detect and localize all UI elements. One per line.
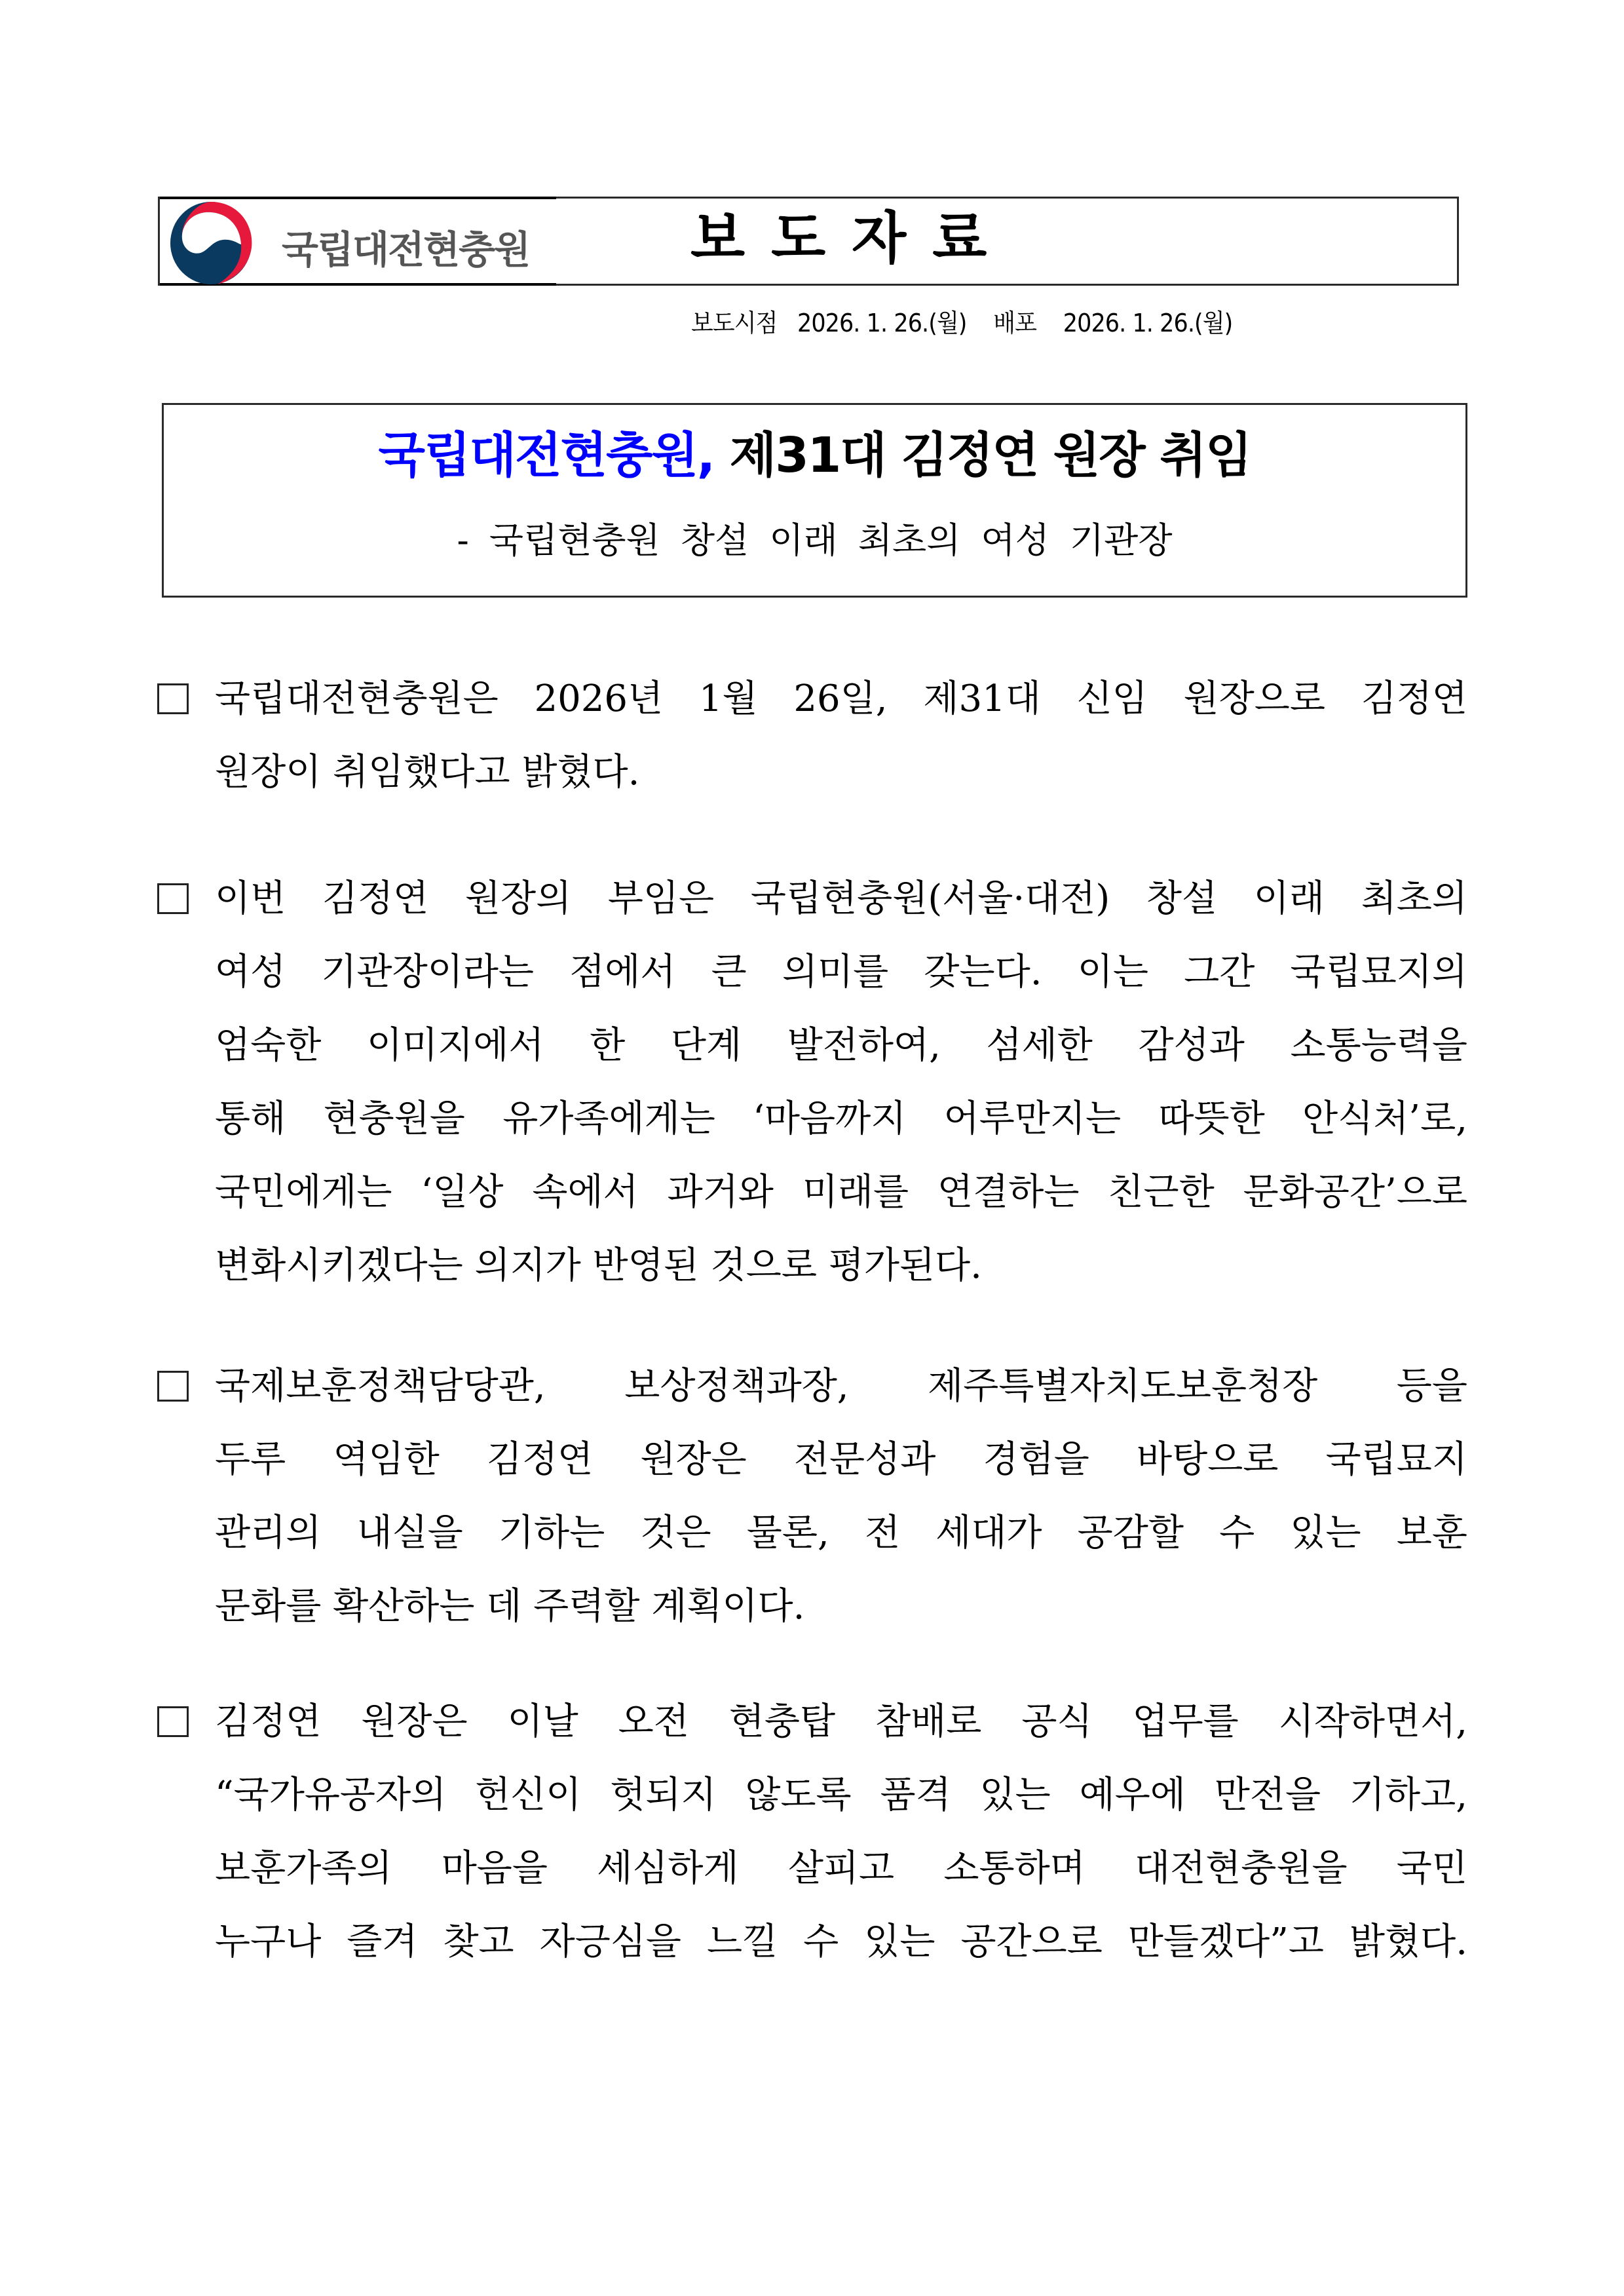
headline-rest: 제31대 김정연 원장 취임: [714, 427, 1251, 484]
paragraph-line: 원장이 취임했다고 밝혔다.: [215, 751, 640, 794]
square-bullet-icon: [157, 1371, 189, 1402]
paragraph-line: 김정연 원장은 이날 오전 현충탑 참배로 공식 업무를 시작하면서,: [215, 1700, 1467, 1743]
paragraph-line: 변화시키겠다는 의지가 반영된 것으로 평가된다.: [215, 1244, 982, 1287]
paragraph-line: 엄숙한 이미지에서 한 단계 발전하여, 섬세한 감성과 소통능력을: [215, 1024, 1467, 1067]
square-bullet-icon: [157, 883, 189, 914]
paragraph-line: 보훈가족의 마음을 세심하게 살피고 소통하며 대전현충원을 국민: [215, 1847, 1467, 1890]
distribution-label: 배포: [993, 309, 1037, 337]
release-date: 2026. 1. 26.(월): [797, 309, 967, 337]
release-date-line: [691, 303, 1232, 339]
paragraph-line: 여성 기관장이라는 점에서 큰 의미를 갖는다. 이는 그간 국립묘지의: [215, 951, 1467, 993]
headline-box: [162, 403, 1467, 598]
org-name-logo-text: 국립대전현충원: [282, 227, 530, 272]
paragraph-line: 통해 현충원을 유가족에게는 ‘마음까지 어루만지는 따뜻한 안식처’로,: [215, 1098, 1467, 1140]
paragraph-line: 두루 역임한 김정연 원장은 전문성과 경험을 바탕으로 국립묘지: [215, 1438, 1467, 1481]
distribution-date: 2026. 1. 26.(월): [1063, 309, 1233, 337]
subheadline: - 국립현충원 창설 이래 최초의 여성 기관장: [457, 520, 1173, 561]
government-taegeuk-logo-icon: [165, 201, 257, 286]
paragraph-line: 국민에게는 ‘일상 속에서 과거와 미래를 연결하는 친근한 문화공간’으로: [215, 1171, 1467, 1214]
paragraph-line: 국제보훈정책담당관, 보상정책과장, 제주특별자치도보훈청장 등을: [215, 1365, 1467, 1407]
logo-block: [160, 197, 556, 286]
square-bullet-icon: [157, 683, 189, 714]
release-label: 보도시점: [691, 309, 778, 337]
headline: [164, 427, 1465, 484]
paragraph-line: 이번 김정연 원장의 부임은 국립현충원(서울·대전) 창설 이래 최초의: [215, 877, 1467, 920]
paragraph-line: “국가유공자의 헌신이 헛되지 않도록 품격 있는 예우에 만전을 기하고,: [215, 1774, 1467, 1816]
headline-org: 국립대전현충원,: [378, 427, 715, 484]
press-release-header: [158, 197, 1459, 286]
paragraph-line: 국립대전현충원은 2026년 1월 26일, 제31대 신임 원장으로 김정연: [215, 678, 1467, 720]
paragraph-line: 문화를 확산하는 데 주력할 계획이다.: [215, 1585, 805, 1628]
paragraph-line: 누구나 즐겨 찾고 자긍심을 느낄 수 있는 공간으로 만들겠다”고 밝혔다.: [215, 1921, 1467, 1963]
paragraph-line: 관리의 내실을 기하는 것은 물론, 전 세대가 공감할 수 있는 보훈: [215, 1512, 1467, 1554]
doc-type-title: 보도자료: [690, 206, 1013, 271]
square-bullet-icon: [157, 1706, 189, 1737]
